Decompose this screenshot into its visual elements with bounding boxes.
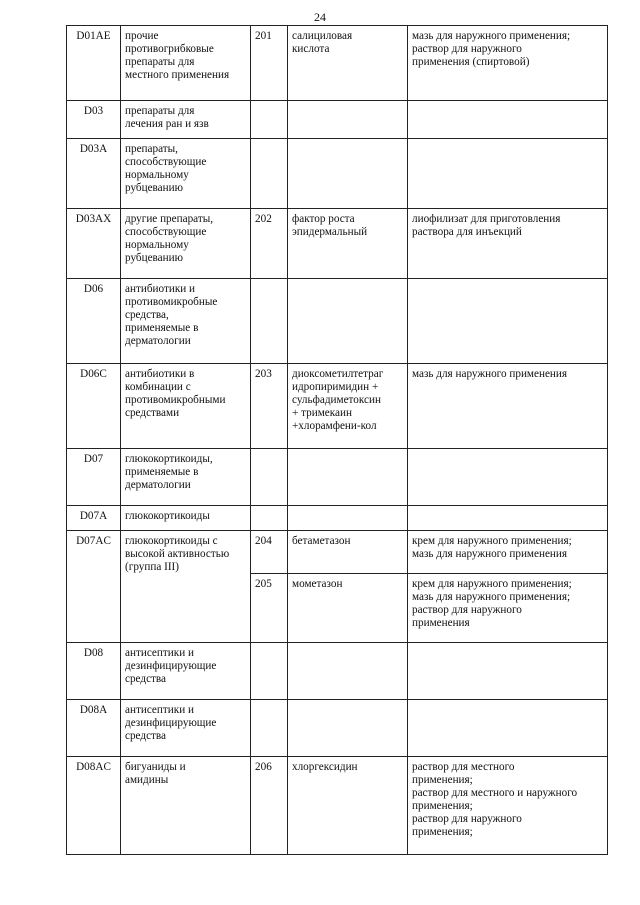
atc-code: D08A (67, 700, 121, 757)
drug-name: хлоргексидин (288, 757, 408, 855)
dosage-form: крем для наружного применения; мазь для наружного применения; раствор для наружного применения (408, 574, 608, 643)
row-number (251, 139, 288, 209)
atc-code: D03AX (67, 209, 121, 279)
dosage-form (408, 643, 608, 700)
table-row (67, 506, 608, 531)
dosage-form: мазь для наружного применения; раствор для наружного применения (спиртовой) (408, 26, 608, 101)
drug-name (288, 139, 408, 209)
dosage-form: мазь для наружного применения (408, 364, 608, 449)
atc-code: D03 (67, 101, 121, 139)
table-row (67, 364, 608, 449)
drug-table (66, 25, 608, 855)
table-row (67, 643, 608, 700)
row-number: 205 (251, 574, 288, 643)
dosage-form: раствор для местного применения; раствор для местного и наружного применения; раствор для наружного применения; (408, 757, 608, 855)
dosage-form (408, 506, 608, 531)
table-row (67, 449, 608, 506)
drug-name: бетаметазон (288, 531, 408, 574)
table-row (67, 101, 608, 139)
drug-name (288, 506, 408, 531)
atc-group: глюкокортикоиды (121, 506, 251, 531)
dosage-form (408, 139, 608, 209)
atc-code: D06 (67, 279, 121, 364)
drug-name: салициловая кислота (288, 26, 408, 101)
atc-group: глюкокортикоиды, применяемые в дерматологии (121, 449, 251, 506)
atc-code: D07 (67, 449, 121, 506)
row-number: 202 (251, 209, 288, 279)
atc-group: другие препараты, способствующие нормальному рубцеванию (121, 209, 251, 279)
atc-code: D01AE (67, 26, 121, 101)
drug-name: мометазон (288, 574, 408, 643)
drug-name (288, 279, 408, 364)
drug-name (288, 700, 408, 757)
dosage-form: лиофилизат для приготовления раствора для инъекций (408, 209, 608, 279)
dosage-form (408, 700, 608, 757)
drug-name (288, 449, 408, 506)
row-number (251, 279, 288, 364)
drug-name (288, 101, 408, 139)
atc-group: антибиотики в комбинации с противомикробными средствами (121, 364, 251, 449)
page-number: 24 (314, 10, 326, 24)
row-number (251, 506, 288, 531)
atc-code: D07A (67, 506, 121, 531)
row-number: 204 (251, 531, 288, 574)
drug-name (288, 643, 408, 700)
row-number: 206 (251, 757, 288, 855)
atc-code: D03A (67, 139, 121, 209)
atc-code: D06C (67, 364, 121, 449)
atc-code: D08AC (67, 757, 121, 855)
table-row (67, 531, 608, 574)
atc-group: антибиотики и противомикробные средства, применяемые в дерматологии (121, 279, 251, 364)
table-row (67, 757, 608, 855)
atc-group: антисептики и дезинфицирующие средства (121, 643, 251, 700)
table-row (67, 139, 608, 209)
atc-group: глюкокортикоиды с высокой активностью (группа III) (121, 531, 251, 643)
dosage-form: крем для наружного применения; мазь для наружного применения (408, 531, 608, 574)
row-number (251, 700, 288, 757)
atc-group: бигуаниды и амидины (121, 757, 251, 855)
table-row (67, 26, 608, 101)
table-row (67, 700, 608, 757)
dosage-form (408, 101, 608, 139)
drug-name: диоксометилтетраг идропиримидин + сульфадиметоксин + тримекаин +хлорамфени-кол (288, 364, 408, 449)
table-row (67, 209, 608, 279)
atc-group: препараты, способствующие нормальному рубцеванию (121, 139, 251, 209)
atc-group: прочие противогрибковые препараты для местного применения (121, 26, 251, 101)
atc-code: D07AC (67, 531, 121, 643)
dosage-form (408, 449, 608, 506)
atc-code: D08 (67, 643, 121, 700)
row-number (251, 643, 288, 700)
row-number: 201 (251, 26, 288, 101)
row-number: 203 (251, 364, 288, 449)
drug-name: фактор роста эпидермальный (288, 209, 408, 279)
table-row (67, 279, 608, 364)
atc-group: антисептики и дезинфицирующие средства (121, 700, 251, 757)
dosage-form (408, 279, 608, 364)
atc-group: препараты для лечения ран и язв (121, 101, 251, 139)
row-number (251, 449, 288, 506)
row-number (251, 101, 288, 139)
